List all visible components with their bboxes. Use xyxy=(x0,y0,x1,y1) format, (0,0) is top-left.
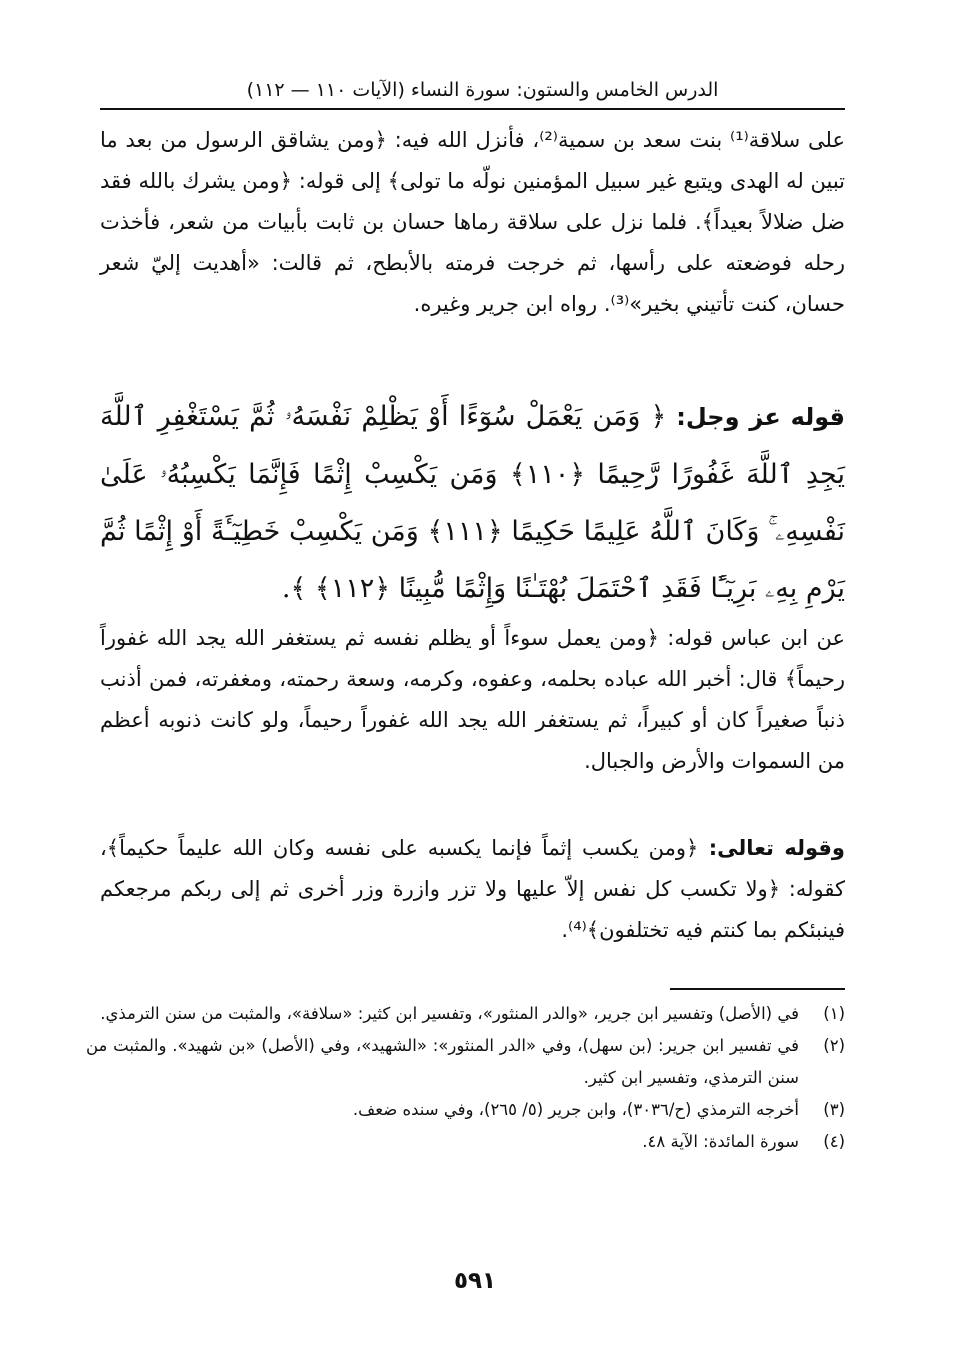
running-header: الدرس الخامس والستون: سورة النساء (الآيات ١١٠ — ١١٢) xyxy=(246,79,719,101)
footnote-item xyxy=(86,998,845,1030)
footnote-number: (٢) xyxy=(823,1036,845,1055)
quran-verses-block xyxy=(100,388,845,617)
footnote-text: سورة المائدة: الآية ٤٨. xyxy=(642,1132,799,1151)
quran-intro-label: قوله عز وجل: xyxy=(666,403,845,431)
footnote-rule xyxy=(670,988,845,990)
footnote-text: في (الأصل) وتفسير ابن جرير، «والدر المنثور»، وتفسير ابن كثير: «سلافة»، والمثبت من سنن الترمذي. xyxy=(100,1004,799,1023)
footnote-number: (١) xyxy=(823,1004,845,1023)
footnote-text: في تفسير ابن جرير: (بن سهل)، وفي «الدر المنثور»: «الشهيد»، وفي (الأصل) «بن شهيد». والمثبت من سنن الترمذي، وتفسير ابن كثير. xyxy=(86,1036,799,1087)
header-rule xyxy=(100,108,845,110)
body-paragraph-1: على سلاقة⁽¹⁾ بنت سعد بن سمية⁽²⁾، فأنزل الله فيه: ﴿ومن يشاقق الرسول من بعد ما تبين له الهدى ويتبع غير سبيل المؤمنين نولّه ما تولى﴾ إلى قوله: ﴿ومن يشرك بالله فقد ضل ضلالاً بعيداً﴾. فلما نزل على سلاقة رماها حسان بن ثابت بأبيات من شعر، فأخذت رحله فوضعته على رأسها، ثم خرجت فرمته بالأبطح، ثم قالت: «أهديت إليّ شعر حسان، كنت تأتيني بخير»⁽³⁾. رواه ابن جرير وغيره. xyxy=(100,128,846,316)
body-paragraph-3 xyxy=(100,828,845,951)
footnote-text: أخرجه الترمذي (ح/٣٠٣٦)، وابن جرير (٥/ ٢٦٥)، وفي سنده ضعف. xyxy=(352,1100,799,1119)
para3-intro-label: وقوله تعالى: xyxy=(698,836,845,860)
footnote-number: (٣) xyxy=(823,1100,845,1119)
para3-text: ﴿ومن يكسب إثماً فإنما يكسبه على نفسه وكان الله عليماً حكيماً﴾، كقوله: ﴿ولا تكسب كل نفس إلاّ عليها ولا تزر وازرة وزر أخرى ثم إلى ربكم مرجعكم فينبئكم بما كنتم فيه تختلفون﴾⁽⁴⁾. xyxy=(100,836,845,942)
footnote-item xyxy=(86,1126,845,1158)
footnote-item xyxy=(86,1094,845,1126)
body-paragraph-2: عن ابن عباس قوله: ﴿ومن يعمل سوءاً أو يظلم نفسه ثم يستغفر الله يجد الله غفوراً رحيماً﴾ قال: أخبر الله عباده بحلمه، وعفوه، وكرمه، وسعة رحمته، ومغفرته، فمن أذنب ذنباً صغيراً كان أو كبيراً، ثم يستغفر الله يجد الله غفوراً رحيماً، ولو كانت ذنوبه أعظم من السموات والأرض والجبال. xyxy=(100,626,845,773)
footnote-item xyxy=(86,1030,845,1094)
page-number: ٥٩١ xyxy=(453,1268,497,1294)
quran-verses-text: ﴿ وَمَن يَعْمَلْ سُوٓءًا أَوْ يَظْلِمْ نَفْسَهُۥ ثُمَّ يَسْتَغْفِرِ ٱللَّهَ يَجِدِ ٱللَّهَ غَفُورًا رَّحِيمًا ﴿١١٠﴾ وَمَن يَكْسِبْ إِثْمًا فَإِنَّمَا يَكْسِبُهُۥ عَلَىٰ نَفْسِهِۦ ۚ وَكَانَ ٱللَّهُ عَلِيمًا حَكِيمًا ﴿١١١﴾ وَمَن يَكْسِبْ خَطِيٓـَٔةً أَوْ إِثْمًا ثُمَّ يَرْمِ بِهِۦ بَرِيٓـًٔا فَقَدِ ٱحْتَمَلَ بُهْتَـٰنًا وَإِثْمًا مُّبِينًا ﴿١١٢﴾ ﴾. xyxy=(100,401,845,604)
footnote-number: (٤) xyxy=(823,1132,845,1151)
footnotes xyxy=(86,998,845,1158)
